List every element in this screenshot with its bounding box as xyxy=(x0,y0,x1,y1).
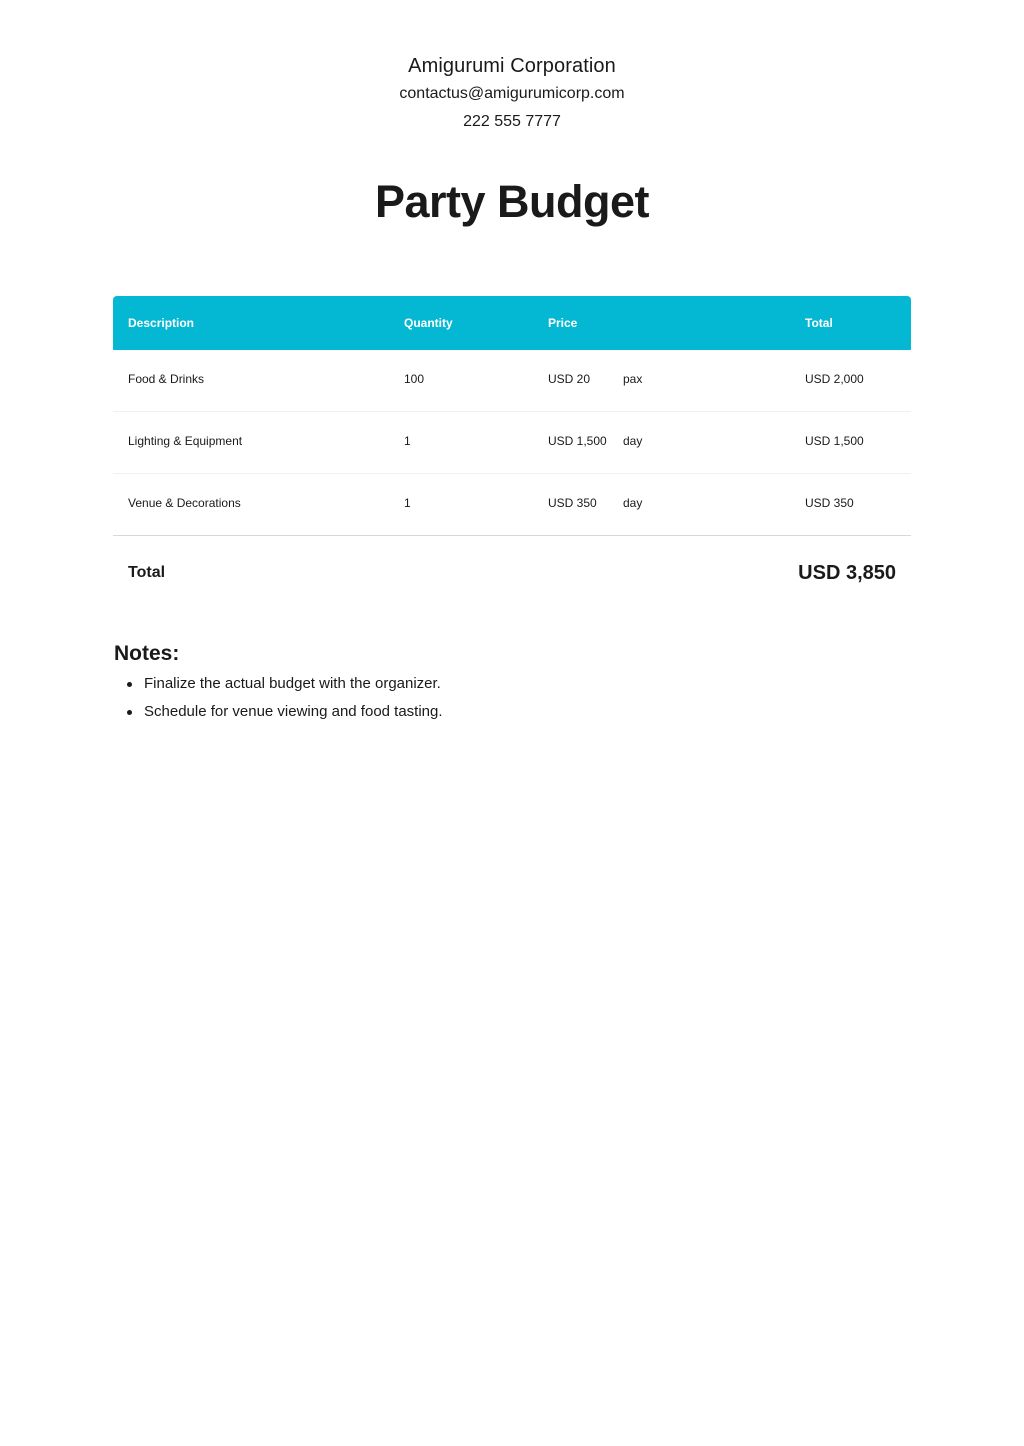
list-item xyxy=(144,698,914,726)
row-total: USD 1,500 xyxy=(805,434,864,448)
row-unit: pax xyxy=(623,372,643,386)
row-unit: day xyxy=(623,434,643,448)
note-text: Finalize the actual budget with the organizer. xyxy=(144,675,441,692)
table-row xyxy=(113,350,911,412)
row-total: USD 2,000 xyxy=(805,372,864,386)
company-email: contactus@amigurumicorp.com xyxy=(399,85,625,102)
company-name: Amigurumi Corporation xyxy=(408,55,616,77)
row-quantity: 1 xyxy=(404,434,411,448)
total-label: Total xyxy=(128,564,166,581)
row-unit: day xyxy=(623,496,643,510)
row-quantity: 100 xyxy=(404,372,425,386)
row-price: USD 1,500 xyxy=(548,434,607,448)
notes-list xyxy=(114,670,914,726)
document-title: Party Budget xyxy=(374,176,650,227)
column-header-price: Price xyxy=(548,316,578,330)
row-description: Lighting & Equipment xyxy=(128,434,243,448)
column-header-description: Description xyxy=(128,316,195,330)
total-row xyxy=(113,536,911,616)
list-item xyxy=(144,670,914,698)
row-quantity: 1 xyxy=(404,496,411,510)
company-header xyxy=(0,52,1024,136)
table-row xyxy=(113,412,911,474)
bullet-icon xyxy=(127,710,132,715)
note-text: Schedule for venue viewing and food tasting. xyxy=(144,703,443,720)
bullet-icon xyxy=(127,682,132,687)
company-phone: 222 555 7777 xyxy=(463,113,561,130)
notes-title: Notes: xyxy=(114,642,180,665)
notes-section xyxy=(114,640,914,726)
row-description: Venue & Decorations xyxy=(128,496,241,510)
row-total: USD 350 xyxy=(805,496,854,510)
column-header-quantity: Quantity xyxy=(404,316,453,330)
budget-table xyxy=(113,296,911,616)
row-price: USD 350 xyxy=(548,496,597,510)
column-header-total: Total xyxy=(805,316,833,330)
row-price: USD 20 xyxy=(548,372,591,386)
table-row xyxy=(113,474,911,536)
row-description: Food & Drinks xyxy=(128,372,205,386)
table-header xyxy=(113,296,911,350)
total-value: USD 3,850 xyxy=(798,562,896,584)
